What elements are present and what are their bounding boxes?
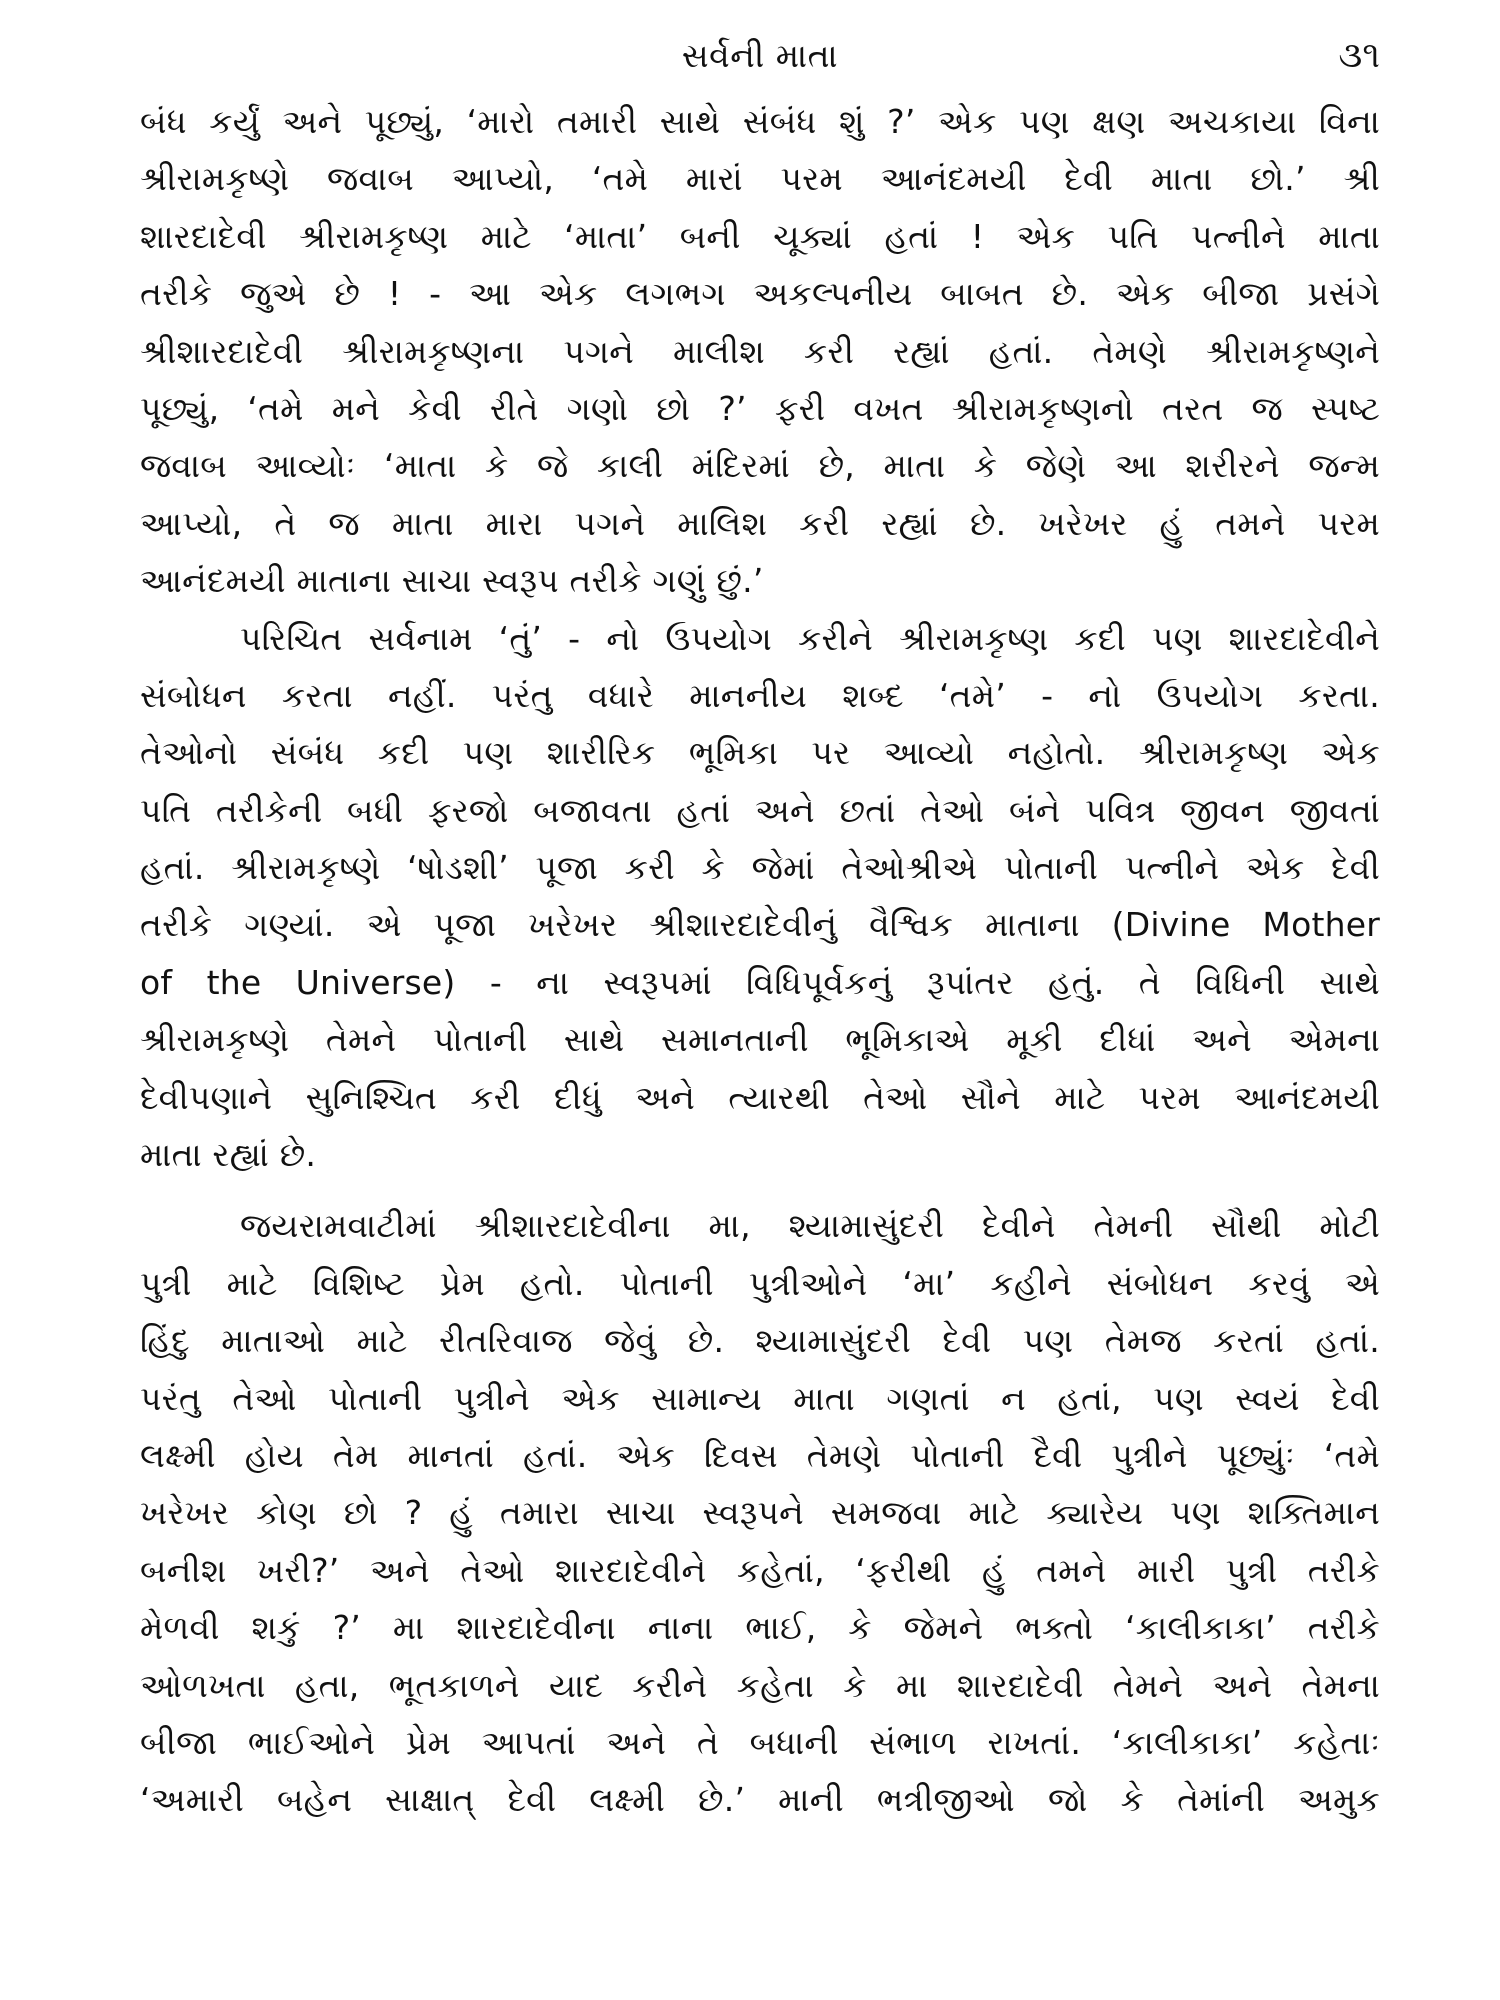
page-number: ૩૧ — [1338, 35, 1380, 76]
text-line: તરીકે જુએ છે ! - આ એક લગભગ અકલ્પનીય બાબત છે. એક બીજા પ્રસંગે — [140, 274, 1380, 314]
text-line: બીજા ભાઈઓને પ્રેમ આપતાં અને તે બધાની સંભાળ રાખતાં. ‘કાલીકાકા’ કહેતાઃ — [140, 1722, 1380, 1762]
text-line: શ્રીરામકૃષ્ણે જવાબ આપ્યો, ‘તમે મારાં પરમ આનંદમયી દેવી માતા છો.’ શ્રી — [140, 159, 1380, 199]
text-line: હતાં. શ્રીરામકૃષ્ણે ‘ષોડશી’ પૂજા કરી કે જેમાં તેઓશ્રીએ પોતાની પત્નીને એક દેવી — [140, 848, 1380, 888]
paragraph — [140, 1197, 1380, 1828]
text-line: પરંતુ તેઓ પોતાની પુત્રીને એક સામાન્ય માતા ગણતાં ન હતાં, પણ સ્વયં દેવી — [140, 1378, 1380, 1418]
text-line: શારદાદેવી શ્રીરામકૃષ્ણ માટે ‘માતા’ બની ચૂક્યાં હતાં ! એક પતિ પત્નીને માતા — [140, 216, 1380, 256]
text-line: બનીશ ખરી?’ અને તેઓ શારદાદેવીને કહેતાં, ‘ફરીથી હું તમને મારી પુત્રી તરીકે — [140, 1550, 1380, 1590]
text-line: જયરામવાટીમાં શ્રીશારદાદેવીના મા, શ્યામાસુંદરી દેવીને તેમની સૌથી મોટી — [240, 1206, 1380, 1246]
text-line: શ્રીરામકૃષ્ણે તેમને પોતાની સાથે સમાનતાની ભૂમિકાએ મૂકી દીધાં અને એમના — [140, 1020, 1380, 1060]
text-line: મેળવી શકું ?’ મા શારદાદેવીના નાના ભાઈ, કે જેમને ભક્તો ‘કાલીકાકા’ તરીકે — [140, 1608, 1380, 1648]
running-title: સર્વની માતા — [681, 36, 839, 75]
text-line: જવાબ આવ્યોઃ ‘માતા કે જે કાલી મંદિરમાં છે, માતા કે જેણે આ શરીરને જન્મ — [140, 446, 1380, 486]
paragraph — [140, 610, 1380, 1184]
page-header — [140, 26, 1380, 86]
text-line: પતિ તરીકેની બધી ફરજો બજાવતા હતાં અને છતાં તેઓ બંને પવિત્ર જીવન જીવતાં — [140, 790, 1380, 830]
paragraph — [140, 93, 1380, 610]
body-text — [140, 93, 1380, 1829]
text-line: તેઓનો સંબંધ કદી પણ શારીરિક ભૂમિકા પર આવ્યો નહોતો. શ્રીરામકૃષ્ણ એક — [140, 733, 1380, 773]
text-line: આપ્યો, તે જ માતા મારા પગને માલિશ કરી રહ્યાં છે. ખરેખર હું તમને પરમ — [140, 503, 1380, 543]
text-line: આનંદમયી માતાના સાચા સ્વરૂપ તરીકે ગણું છું.’ — [140, 561, 764, 601]
text-line: દેવીપણાને સુનિશ્ચિત કરી દીધું અને ત્યારથી તેઓ સૌને માટે પરમ આનંદમયી — [140, 1077, 1380, 1117]
text-line: માતા રહ્યાં છે. — [140, 1135, 317, 1175]
text-line: ‘અમારી બહેન સાક્ષાત્ દેવી લક્ષ્મી છે.’ માની ભત્રીજીઓ જો કે તેમાંની અમુક — [140, 1780, 1380, 1820]
text-line: બંધ કર્યું અને પૂછ્યું, ‘મારો તમારી સાથે સંબંધ શું ?’ એક પણ ક્ષણ અચકાયા વિના — [140, 102, 1380, 141]
text-line: ઓળખતા હતા, ભૂતકાળને યાદ કરીને કહેતા કે મા શારદાદેવી તેમને અને તેમના — [140, 1665, 1380, 1705]
text-line: ખરેખર કોણ છો ? હું તમારા સાચા સ્વરૂપને સમજવા માટે ક્યારેય પણ શક્તિમાન — [140, 1493, 1380, 1533]
text-line: પરિચિત સર્વનામ ‘તું’ - નો ઉપયોગ કરીને શ્રીરામકૃષ્ણ કદી પણ શારદાદેવીને — [240, 618, 1380, 658]
text-line: લક્ષ્મી હોય તેમ માનતાં હતાં. એક દિવસ તેમણે પોતાની દૈવી પુત્રીને પૂછ્યુંઃ ‘તમે — [140, 1435, 1380, 1475]
text-line: પૂછ્યું, ‘તમે મને કેવી રીતે ગણો છો ?’ ફરી વખત શ્રીરામકૃષ્ણનો તરત જ સ્પષ્ટ — [140, 388, 1380, 428]
text-line: શ્રીશારદાદેવી શ્રીરામકૃષ્ણના પગને માલીશ કરી રહ્યાં હતાં. તેમણે શ્રીરામકૃષ્ણને — [140, 331, 1380, 371]
text-line: સંબોધન કરતા નહીં. પરંતુ વધારે માનનીય શબ્દ ‘તમે’ - નો ઉપયોગ કરતા. — [140, 675, 1380, 715]
text-line: પુત્રી માટે વિશિષ્ટ પ્રેમ હતો. પોતાની પુત્રીઓને ‘મા’ કહીને સંબોધન કરવું એ — [140, 1263, 1380, 1303]
text-line: હિંદુ માતાઓ માટે રીતરિવાજ જેવું છે. શ્યામાસુંદરી દેવી પણ તેમજ કરતાં હતાં. — [140, 1321, 1380, 1361]
text-line: of the Universe) - ના સ્વરૂપમાં વિધિપૂર્વકનું રૂપાંતર હતું. તે વિધિની સાથે — [140, 962, 1380, 1002]
text-line: તરીકે ગણ્યાં. એ પૂજા ખરેખર શ્રીશારદાદેવીનું વૈશ્વિક માતાના (Divine Mother — [140, 905, 1380, 945]
